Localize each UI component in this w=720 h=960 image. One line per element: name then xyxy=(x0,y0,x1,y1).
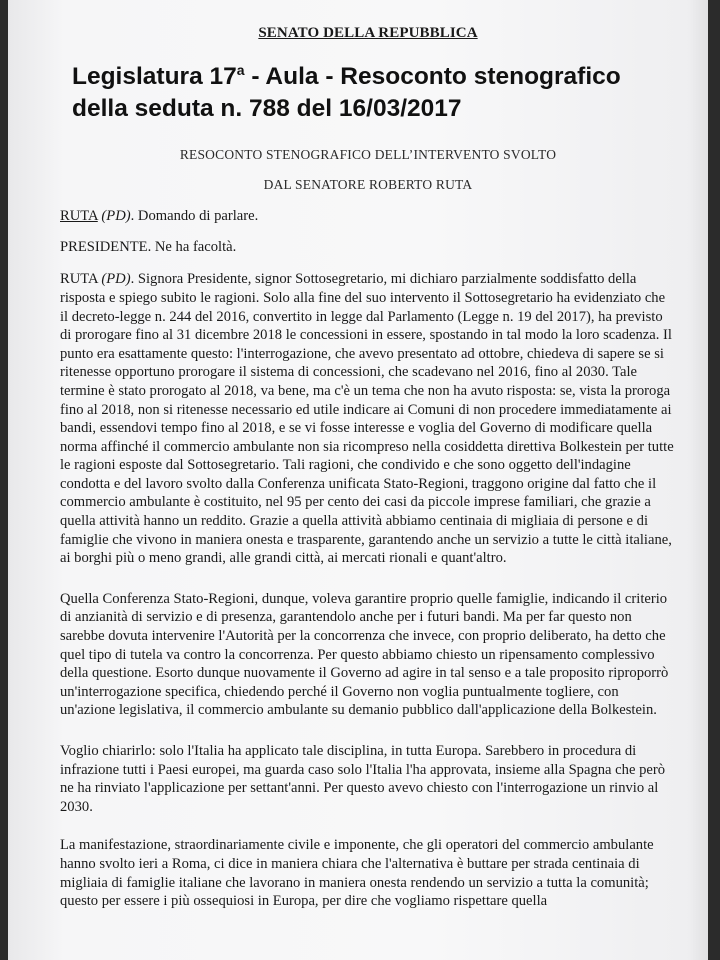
page-title xyxy=(72,54,676,125)
paragraph-1-text: . Domando di parlare. xyxy=(130,208,259,225)
title-part-1: Legislatura 17 xyxy=(72,63,237,91)
paragraph-6: La manifestazione, straordinariamente civile e imponente, che gli operatori del commercio ambulante hanno svolto ieri a Roma, ci dice in maniera chiara che l'alternativa è buttare per strada centinaia di migliaia di famiglie italiane che lavorano in maniera onesta rendendo un servizio a tutta la comunità; questo per essere i più ossequiosi in Europa, per dire che vogliamo rispettare quella xyxy=(60,837,654,910)
subtitle-line-1: RESOCONTO STENOGRAFICO DELL’INTERVENTO SVOLTO xyxy=(179,147,557,163)
title-line-2: della seduta n. 788 del 16/03/2017 xyxy=(72,95,462,123)
paragraph-3 xyxy=(60,270,676,568)
party-label: (PD) xyxy=(101,271,131,288)
paragraph-2: PRESIDENTE. Ne ha facoltà. xyxy=(60,238,237,255)
paragraph-3-text: . Signora Presidente, signor Sottosegretario, mi dichiaro parzialmente soddisfatto della risposta e spiego subito le ragioni. Solo alla fine del suo intervento il Sottosegretario ha evidenziato che il decreto-legge n. 244 del 2016, convertito in legge dal Parlamento (Legge n. 19 del 2017), ha previsto di prorogare fino al 31 dicembre 2018 le concessioni in essere, spostando in tal modo la loro scadenza. Il punto era esattamente questo: l'interrogazione, che avevo presentato ad ottobre, chiedeva di sapere se si ritenesse opportuno prorogare il sistema di concessioni, che scadevano nel 2016, fino al 2030. Tale termine è stato prorogato al 2018, va bene, ma c'è un tema che non ha avuto risposta: se, vista la proroga fino al 2018, non si ritenesse necessario ed utile indicare ai Comuni di non procedere immediatamente ai bandi, essendovi tempo fino al 2018, e se vi fosse interesse e voglia del Governo di modificare quella norma affinché il commercio ambulante non sia ricompreso nella cosiddetta direttiva Bolkestein per tutte le ragioni esposte dal Sottosegretario. Tali ragioni, che condivido e che sono oggetto dell'indagine condotta e del lavoro svolto dalla Conferenza unificata Stato-Regioni, traggono origine dal fatto che il commercio ambulante è costituito, nel 95 per cento dei casi da piccole imprese familiari, che grazie a quella attività hanno un reddito. Grazie a quella attività abbiamo centinaia di migliaia di persone e di famiglie che vivono in maniera onesta e trasparente, garantendo anche un servizio a tutte le città italiane, ai borghi più o meno grandi, alle grandi città, ai mercati rionali e quant'altro. xyxy=(60,271,674,567)
page-edge-shadow xyxy=(688,0,708,960)
speaker-name: RUTA xyxy=(60,271,102,288)
subtitle-line-2: DAL SENATORE ROBERTO RUTA xyxy=(263,177,473,193)
speaker-link[interactable]: RUTA xyxy=(60,208,98,225)
paragraph-5: Voglio chiarirlo: solo l'Italia ha applicato tale disciplina, in tutta Europa. Sarebbero in procedura di infrazione tutti i Paesi europei, ma guarda caso solo l'Italia l'ha approvata, insieme alla Spagna che però ne ha rinviato l'applicazione per settant'anni. Per questo avevo chiesto con l'interrogazione un rinvio al 2030. xyxy=(60,743,666,815)
party-label: (PD) xyxy=(101,208,131,225)
document-header: SENATO DELLA REPUBBLICA xyxy=(258,25,478,41)
title-part-2: - Aula - Resoconto stenografico xyxy=(244,63,621,91)
title-superscript: a xyxy=(236,62,245,78)
paragraph-4: Quella Conferenza Stato-Regioni, dunque, voleva garantire proprio quelle famiglie, indicando il criterio di anzianità di servizio e di presenza, garantendolo anche per i futuri bandi. Ma per far questo non sarebbe dovuta intervenire l'Autorità per la concorrenza che invece, con proprio deliberato, ha detto che quel tipo di tutela va contro la concorrenza. Per questo abbiamo chiesto un ripensamento complessivo della questione. Esorto dunque nuovamente il Governo ad agire in tal senso e a tale proposito riproporrò un'interrogazione specifica, chiedendo perché il Governo non voglia puntualmente togliere, con un'azione legislativa, il commercio ambulante su demanio pubblico dall'applicazione della Bolkestein. xyxy=(60,590,669,719)
paragraph-1 xyxy=(60,207,676,226)
document-page xyxy=(8,0,708,960)
